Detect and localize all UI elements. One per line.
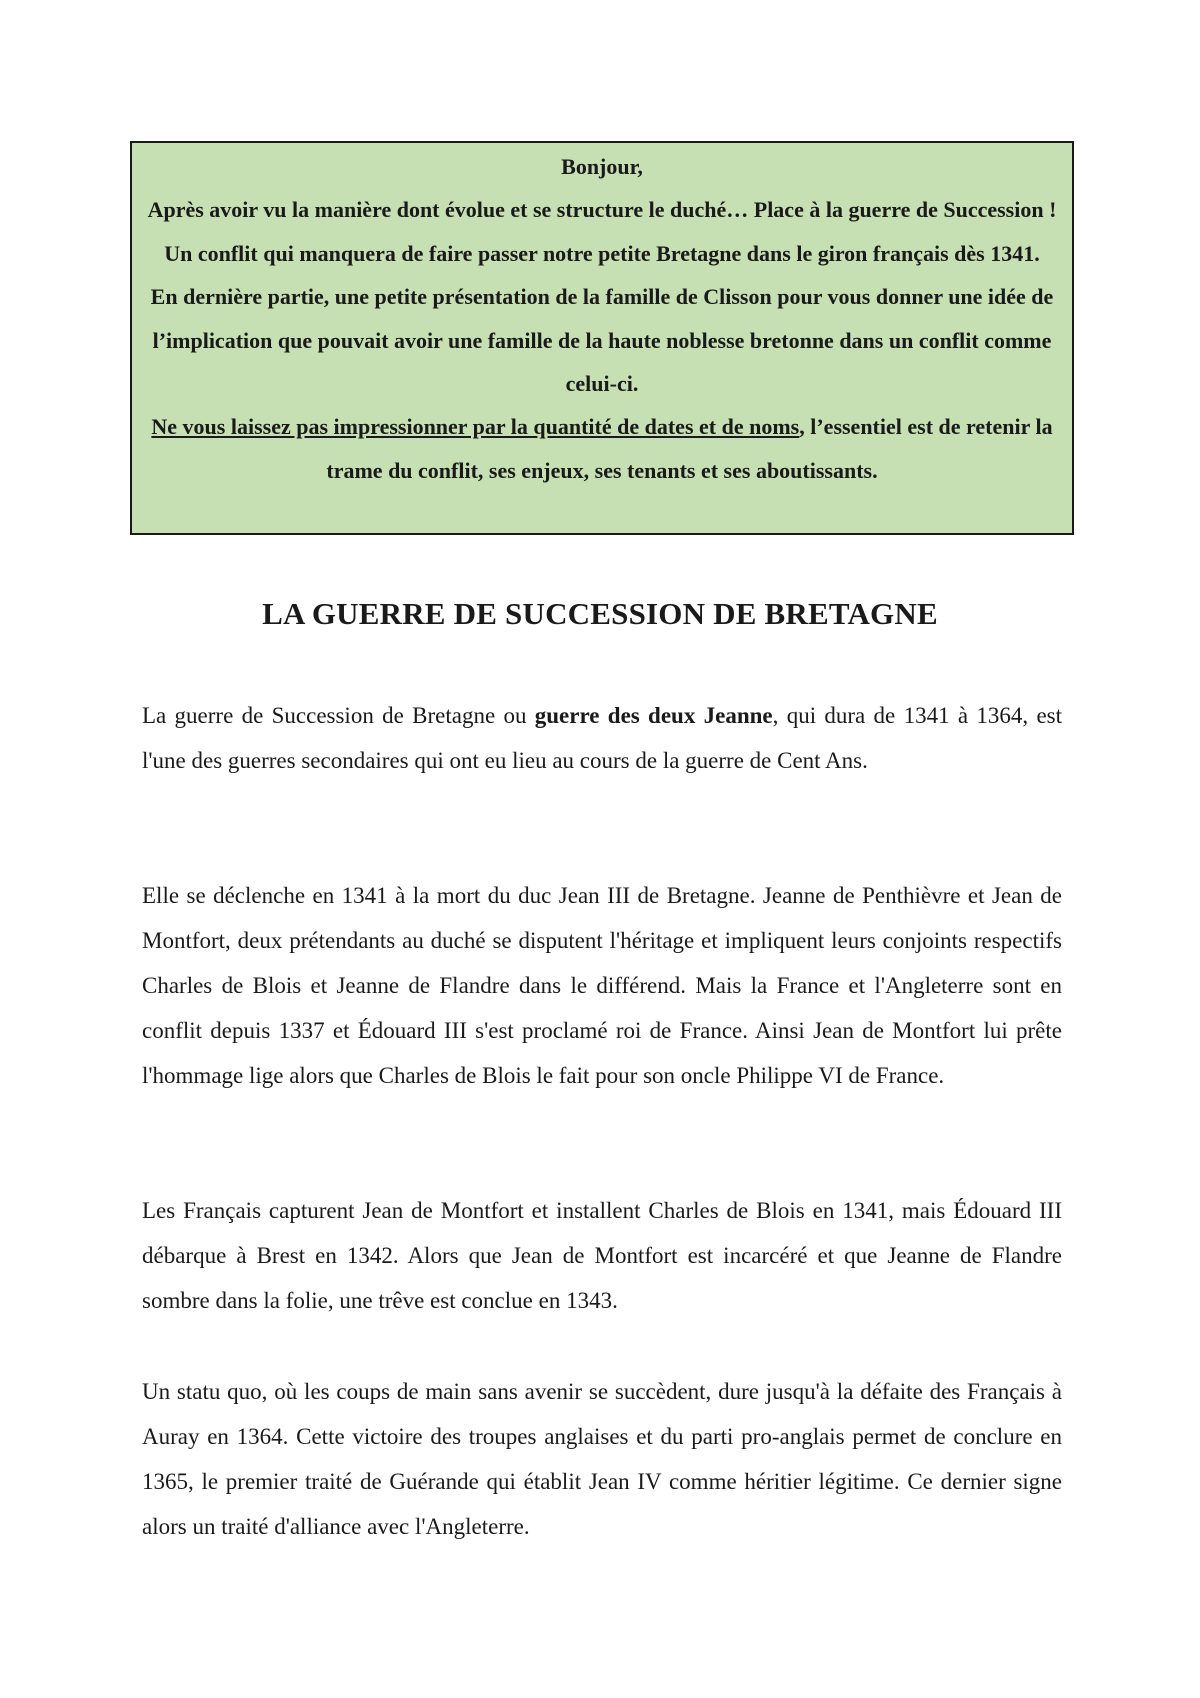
intro-paragraph-3-rest: , l’essentiel est de retenir la trame du conflit, ses enjeux, ses tenants et ses aboutissants. [326,414,1053,483]
intro-greeting: Bonjour, [561,154,643,179]
intro-underlined-warning: Ne vous laissez pas impressionner par la quantité de dates et de noms [151,414,800,440]
body-paragraph-2: Elle se déclenche en 1341 à la mort du duc Jean III de Bretagne. Jeanne de Penthièvre et Jean de Montfort, deux prétendants au duché se disputent l'héritage et impliquent leurs conjoints respectifs Charles de Blois et Jeanne de Flandre dans le différend. Mais la France et l'Angleterre sont en conflit depuis 1337 et Édouard III s'est proclamé roi de France. Ainsi Jean de Montfort lui prête l'hommage lige alors que Charles de Blois le fait pour son oncle Philippe VI de France. [142,883,1062,1088]
intro-paragraph-3 [144,405,1060,492]
intro-paragraph-1: Après avoir vu la manière dont évolue et se structure le duché… Place à la guerre de Succession ! Un conflit qui manquera de faire passer notre petite Bretagne dans le giron français dès 1341. [147,197,1057,266]
document-title: LA GUERRE DE SUCCESSION DE BRETAGNE [262,596,938,631]
intro-paragraph-2: En dernière partie, une petite présentation de la famille de Clisson pour vous donner une idée de l’implication que pouvait avoir une famille de la haute noblesse bretonne dans un conflit comme celui-ci. [150,284,1054,397]
intro-callout-box [130,141,1074,535]
body-paragraph-3: Les Français capturent Jean de Montfort et installent Charles de Blois en 1341, mais Édouard III débarque à Brest en 1342. Alors que Jean de Montfort est incarcéré et que Jeanne de Flandre sombre dans la folie, une trêve est conclue en 1343. [142,1198,1062,1313]
body-paragraph-1 [142,693,1062,783]
paragraph-1-start: La guerre de Succession de Bretagne ou [142,703,535,728]
paragraph-1-bold-term: guerre des deux Jeanne [534,703,773,728]
paragraph-1-end: , qui dura de 1341 à 1364, est l'une des guerres secondaires qui ont eu lieu au cours de la guerre de Cent Ans. [142,703,1062,773]
body-paragraph-4: Un statu quo, où les coups de main sans avenir se succèdent, dure jusqu'à la défaite des Français à Auray en 1364. Cette victoire des troupes anglaises et du parti pro-anglais permet de conclure en 1365, le premier traité de Guérande qui établit Jean IV comme héritier légitime. Ce dernier signe alors un traité d'alliance avec l'Angleterre. [142,1379,1062,1539]
